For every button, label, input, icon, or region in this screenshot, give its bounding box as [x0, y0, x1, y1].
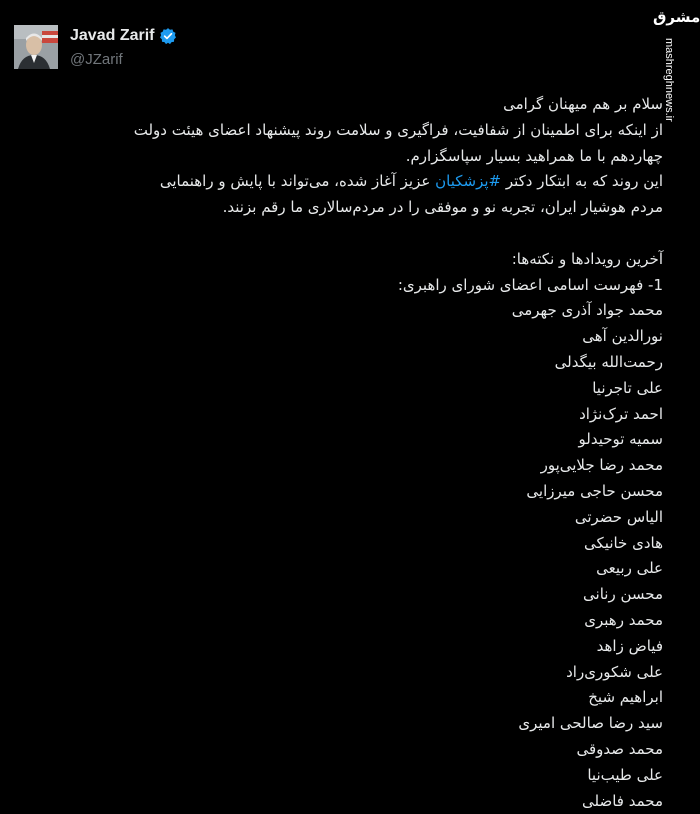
member-name: علی تاجرنیا — [592, 378, 663, 397]
member-name: محمد رهبری — [584, 610, 663, 629]
watermark-url: mashreghnews.ir — [663, 38, 675, 122]
user-handle[interactable]: @JZarif — [70, 51, 123, 68]
updates-heading: آخرین رویدادها و نکته‌ها: — [511, 249, 663, 268]
tweet-line: چهاردهم با ما همراهید بسیار سپاسگزارم. — [405, 146, 663, 165]
member-name: احمد ترک‌نژاد — [579, 404, 663, 423]
tweet-text — [16, 92, 663, 814]
display-name[interactable]: Javad Zarif — [70, 27, 155, 44]
avatar-image — [14, 25, 58, 69]
blank-line — [16, 221, 663, 247]
avatar[interactable] — [14, 25, 58, 69]
tweet-line-end: عزیز آغاز شده، می‌تواند با پایش و راهنمایی — [159, 172, 436, 191]
member-name: سمیه توحیدلو — [578, 430, 663, 449]
member-name: رحمت‌الله بیگدلی — [554, 352, 663, 371]
member-name: محسن رنانی — [583, 585, 663, 604]
tweet-header — [0, 0, 700, 86]
watermark-logo: مشرق — [653, 8, 700, 26]
name-row — [70, 27, 177, 45]
tweet-line: از اینکه برای اطمینان از شفافیت، فراگیری و سلامت روند پیشنهاد اعضای هیئت دولت — [133, 120, 663, 139]
member-name: نورالدین آهی — [582, 327, 663, 346]
member-name: علی طیب‌نیا — [587, 765, 663, 784]
tweet-line: مردم هوشیار ایران، تجربه نو و موفقی را در مردم‌سالاری ما رقم بزنند. — [222, 198, 663, 217]
tweet-line: سلام بر هم میهنان گرامی — [503, 95, 663, 113]
verified-badge-icon — [159, 27, 177, 45]
member-name: هادی خانیکی — [584, 533, 663, 552]
member-name: محمد صدوقی — [576, 739, 663, 758]
member-name: محمد جواد آذری جهرمی — [511, 301, 663, 320]
member-name: ابراهیم شیخ — [588, 688, 663, 707]
tweet-line — [16, 169, 663, 195]
member-name: علی شکوری‌راد — [566, 662, 663, 681]
list-heading: 1- فهرست اسامی اعضای شورای راهبری: — [397, 275, 663, 294]
member-name: علی ربیعی — [596, 559, 663, 578]
member-name: سید رضا صالحی امیری — [518, 714, 663, 733]
member-name: محسن حاجی میرزایی — [526, 481, 663, 500]
member-name: محمد فاضلی — [582, 791, 663, 810]
tweet-line-start: این روند که به ابتکار دکتر — [501, 172, 663, 191]
hashtag-link[interactable]: #پزشکیان — [435, 172, 502, 191]
member-name: الیاس حضرتی — [574, 507, 663, 526]
member-name: فیاض زاهد — [596, 636, 663, 655]
member-name: محمد رضا جلایی‌پور — [540, 456, 663, 475]
